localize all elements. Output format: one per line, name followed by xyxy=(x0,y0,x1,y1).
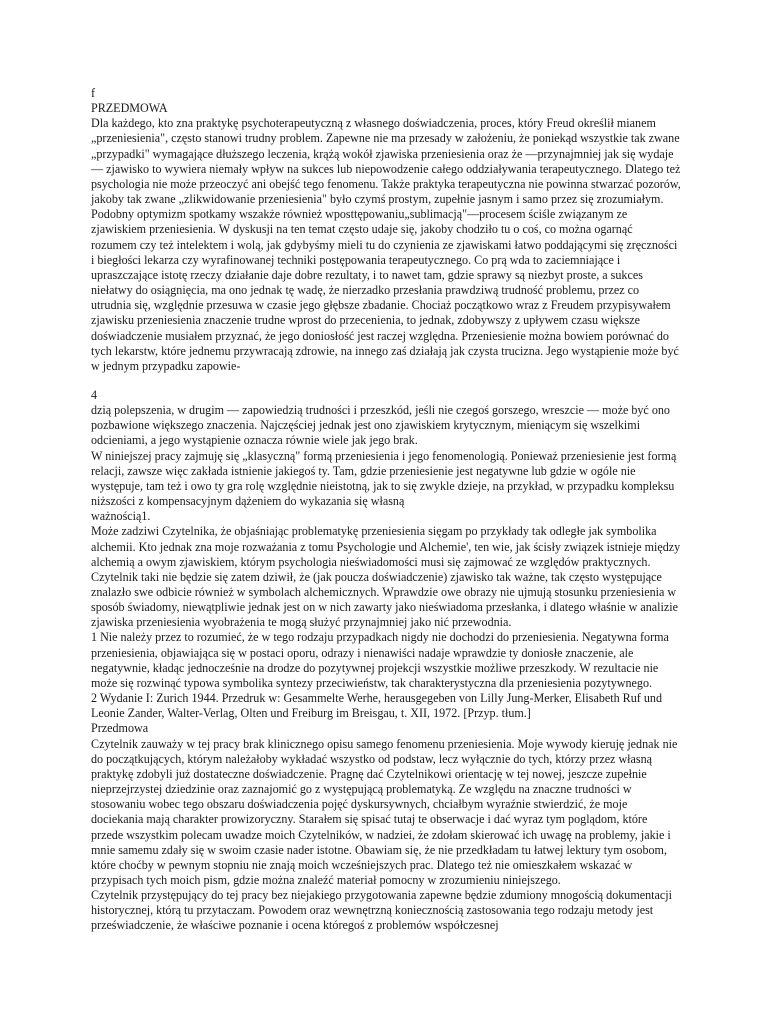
document-page xyxy=(91,86,681,934)
footnote: 2 Wydanie I: Zurich 1944. Przedruk w: Gesammelte Werhe, herausgegeben von Lilly Jung-Merker, Elisabeth Ruf und Leonie Zander, Walter-Verlag, Olten und Freiburg im Breisgau, t. XII, 1972. [Przyp. tłum.] xyxy=(91,691,662,721)
paragraph: Może zadziwi Czytelnika, że objaśniając problematykę przeniesienia sięgam po przykłady tak odległe jak symbolika alchemii. Kto jednak zna moje rozważania z tomu Psychologie und Alchemie', ten wie, jak ścisły związek istnieje między alchemią a owym zjawiskiem, którym psychologia nieświadomości musi się zajmować ze względów praktycznych. Czytelnik taki nie będzie się zatem dziwił, że (jak poucza doświadczenie) zjawisko tak ważne, tak często występujące znalazło swe odbicie również w symbolach alchemicznych. Wprawdzie owe obrazy nie ujmują stosunku przeniesienia w sposób świadomy, niewątpliwie jednak jest on w nich zawarty jako nieświadoma przesłanka, i dlatego właśnie w analizie zjawiska przeniesienia wyobrażenia te mogą służyć przynajmniej jako nić przewodnia. xyxy=(91,524,681,630)
running-head: Przedmowa xyxy=(91,721,149,736)
page-title: PRZEDMOWA xyxy=(91,101,168,116)
paragraph: Czytelnik przystępujący do tej pracy bez niejakiego przygotowania zapewne będzie zdumiony mnogością dokumentacji historycznej, którą tu przytaczam. Powodem oraz wewnętrzną koniecznością zastosowania tego rodzaju metody jest przeświadczenie, że właściwe poznanie i ocena któregoś z problemów współczesnej xyxy=(91,888,672,933)
paragraph: dzią polepszenia, w drugim — zapowiedzią trudności i przeszkód, jeśli nie czegoś gorszego, wreszcie — może być ono pozbawione większego znaczenia. Najczęściej jednak jest ono zjawiskiem krytycznym, mieniącym się wszelkimi odcieniami, a jego wystąpienie oznacza równie wiele jak jego brak. xyxy=(91,403,670,448)
page-break xyxy=(91,374,681,388)
page-number: 4 xyxy=(91,387,98,402)
paragraph: Dla każdego, kto zna praktykę psychoterapeutyczną z własnego doświadczenia, proces, który Freud określił mianem „przeniesienia", często stanowi trudny problem. Zapewne nie ma przesady w założeniu, że poniekąd wszystkie tak zwane „przypadki" wymagające dłuższego leczenia, krążą wokół zjawiska przeniesienia oraz że —przynajmniej jak się wydaje — zjawisko to wywiera niemały wpływ na sukces lub niepowodzenie całego oddziaływania terapeutycznego. Dlatego też psychologia nie może przeoczyć ani obejść tego fenomenu. Także praktyka terapeutyczna nie powinna stwarzać pozorów, jakoby tak zwane „zlikwidowanie przeniesienia" było czymś prostym, zupełnie jasnym i samo przez się zrozumiałym. Podobny optymizm spotkamy wszakże również wposttępowaniu„sublimacją"—procesem ściśle związanym ze zjawiskiem przeniesienia. W dyskusji na ten temat często udaje się, jakoby chodziło tu o coś, co można ogarnąć rozumem czy też intelektem i wolą, jak gdybyśmy mieli tu do czynienia ze zjawiskami łatwo poddającymi się zręczności i biegłości lekarza czy wyrafinowanej techniki postępowania terapeutycznego. Co prą wda to zaciemniające i upraszczające istotę rzeczy działanie daje dobre rezultaty, i to nawet tam, gdzie sprawy są niezbyt proste, a sukces niełatwy do osiągnięcia, ma ono jednak tę wadę, że nierzadko przesłania prawdziwą trudność problemu, przez co utrudnia się, względnie przesuwa w czasie jego głębsze zbadanie. Chociaż początkowo wraz z Freudem przypisywałem zjawisku przeniesienia znaczenie trudne wprost do przecenienia, to jednak, zdobywszy z upływem czasu większe doświadczenie musiałem przyznać, że jego doniosłość jest raczej względna. Przeniesienie można bowiem porównać do tych lekarstw, które jednemu przywracają zdrowie, na innego zaś działają jak czysta trucizna. Jego wystąpienie może być w jednym przypadku zapowie- xyxy=(91,116,681,373)
paragraph-end: ważnością1. xyxy=(91,509,151,524)
footnote: 1 Nie należy przez to rozumieć, że w tego rodzaju przypadkach nigdy nie dochodzi do przeniesienia. Negatywna forma przeniesienia, objawiająca się w postaci oporu, odrazy i nienawiści nadaje wprawdzie ty doniosłe znaczenie, ale negatywnie, kładąc jednocześnie na drodze do pozytywnej projekcji wszystkie możliwe przeszkody. W rezultacie nie może się rozwinąć typowa symbolika syntezy przeciwieństw, tak charakterystyczna dla przeniesienia pozytywnego. xyxy=(91,630,669,690)
page-marker: f xyxy=(91,86,96,100)
paragraph: Czytelnik zauważy w tej pracy brak klinicznego opisu samego fenomenu przeniesienia. Moje wywody kieruję jednak nie do początkujących, którym należałoby wykładać wszystko od podstaw, lecz wyłącznie do tych, którzy przez własną praktykę zdobyli już dostateczne doświadczenie. Pragnę dać Czytelnikowi orientację w tej nowej, jeszcze zupełnie nieprzejrzystej dziedzinie oraz zaznajomić go z występującą problematyką. Ze względu na znaczne trudności w stosowaniu wobec tego obszaru doświadczenia pojęć dyskursywnych, chciałbym wyraźnie stwierdzić, że moje dociekania mają charakter prowizoryczny. Starałem się spisać tutaj te obserwacje i dać wyraz tym poglądom, które przede wszystkim polecam uwadze moich Czytelników, w nadziei, że zdołam skierować ich uwagę na problemy, jakie i mnie samemu zdały się w swoim czasie nader istotne. Obawiam się, że nie przedkładam tu łatwej lektury tym osobom, które choćby w pewnym stopniu nie znają moich wcześniejszych prac. Dlatego też nie omieszkałem wskazać w przypisach tych moich pism, gdzie można znaleźć materiał pomocny w zrozumieniu niniejszego. xyxy=(91,736,678,887)
paragraph: W niniejszej pracy zajmuję się „klasyczną" formą przeniesienia i jego fenomenologią. Ponieważ przeniesienie jest formą relacji, zawsze więc zakłada istnienie jakiegoś ty. Tam, gdzie przeniesienie jest negatywne lub gdzie w ogóle nie występuje, tam też i owo ty gra rolę względnie nieistotną, jak to się zwykle dzieje, na przykład, w przypadku kompleksu niższości z kompensacyjnym dążeniem do wykazania się własną xyxy=(91,448,677,509)
